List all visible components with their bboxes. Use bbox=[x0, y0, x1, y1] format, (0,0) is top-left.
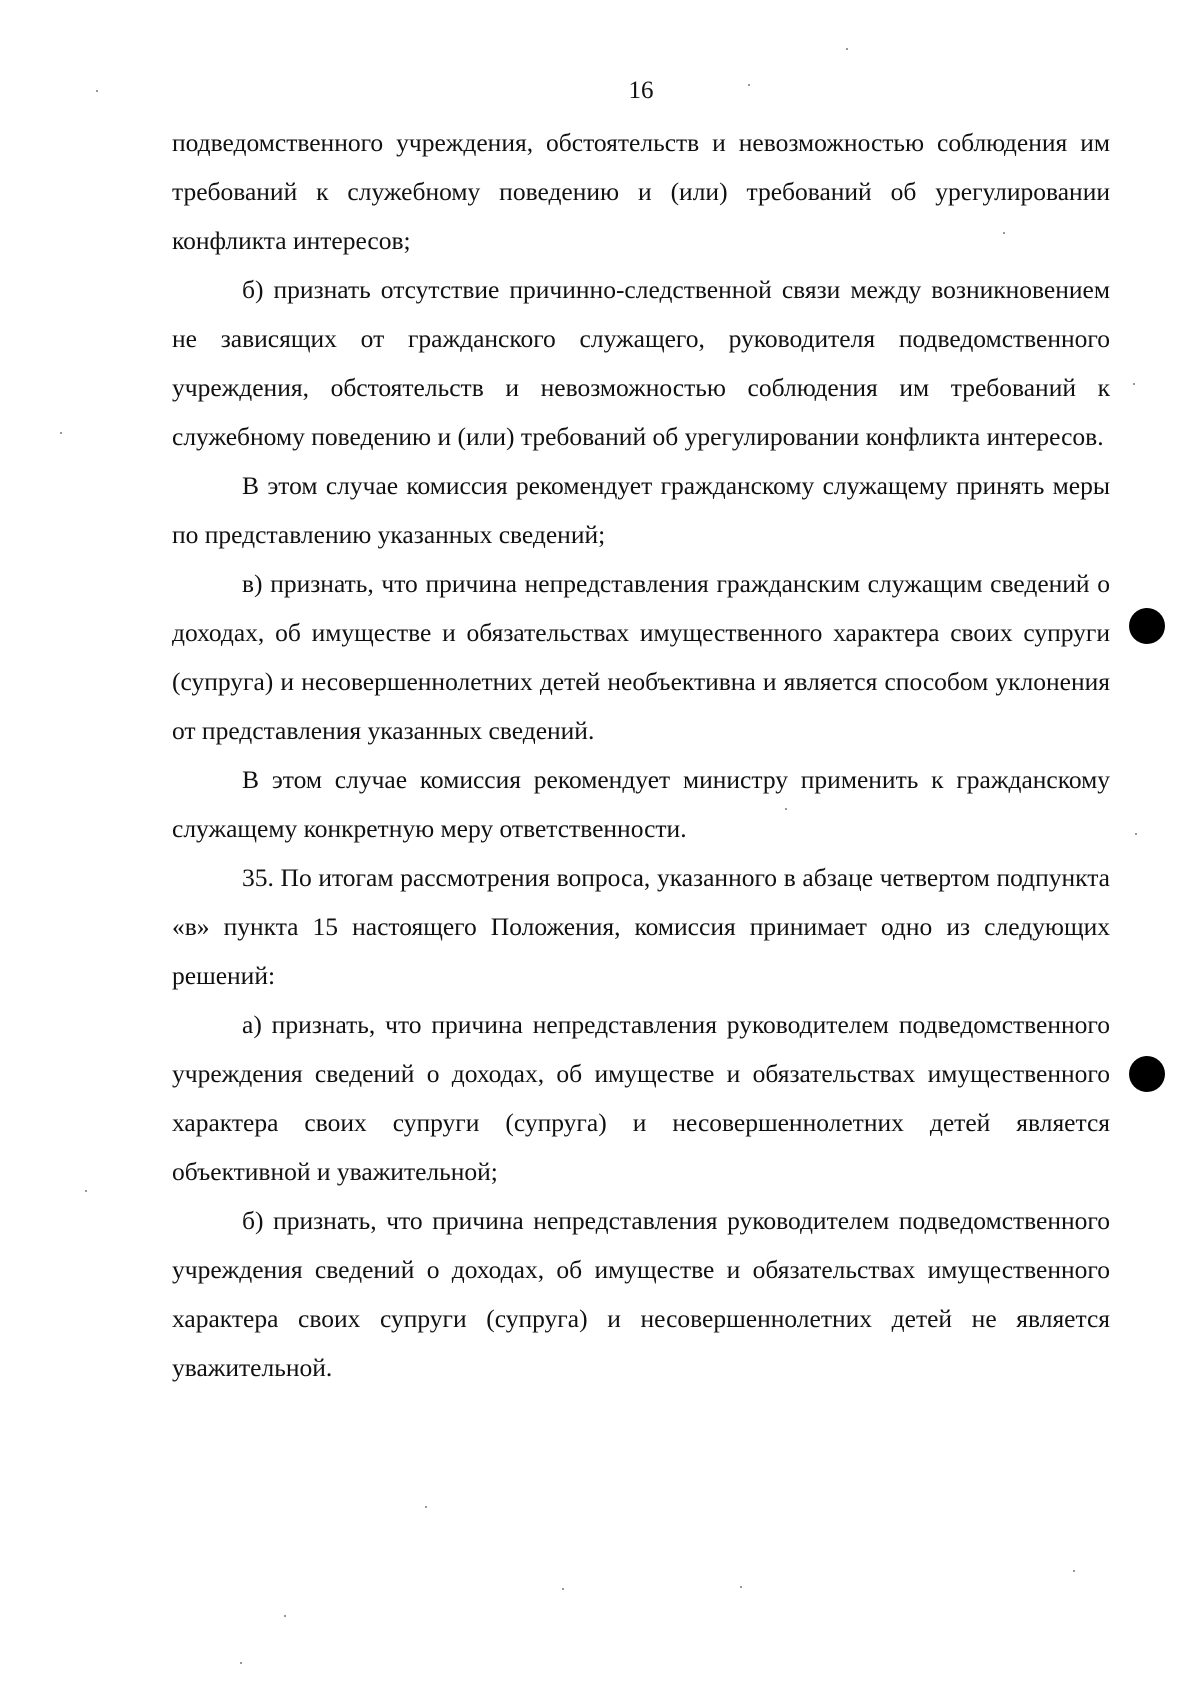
paragraph-item-v: в) признать, что причина непредставления гражданским служащим сведений о доходах, об имуществе и обязательствах имущественного характера своих супруги (супруга) и несовершеннолетних детей необъективна и является способом уклонения от представления указанных сведений. bbox=[172, 569, 1110, 745]
scan-speck bbox=[1073, 1570, 1075, 1572]
paragraph-item-b-second: б) признать, что причина непредставления руководителем подведомственного учреждения сведений о доходах, об имуществе и обязательствах имущественного характера своих супруги (супруга) и несовершеннолетних детей не является уважительной. bbox=[172, 1206, 1110, 1382]
scan-speck bbox=[240, 1662, 242, 1664]
scan-speck bbox=[85, 1190, 87, 1192]
scan-speck bbox=[785, 808, 787, 810]
scan-speck bbox=[425, 1506, 427, 1508]
page-number: 16 bbox=[628, 77, 654, 104]
punch-hole-lower bbox=[1129, 1056, 1165, 1092]
paragraph-item-a: а) признать, что причина непредставления руководителем подведомственного учреждения сведений о доходах, об имуществе и обязательствах имущественного характера своих супруги (супруга) и несовершеннолетних детей является объективной и уважительной; bbox=[172, 1010, 1110, 1186]
scan-speck bbox=[60, 432, 62, 434]
paragraph-recommendation-2: В этом случае комиссия рекомендует министру применить к гражданскому служащему конкретную меру ответственности. bbox=[172, 765, 1110, 843]
scan-speck bbox=[96, 90, 98, 92]
scan-speck bbox=[562, 1588, 564, 1590]
paragraph-continuation: подведомственного учреждения, обстоятельств и невозможностью соблюдения им требований к служебному поведению и (или) требований об урегулировании конфликта интересов; bbox=[172, 128, 1110, 255]
scan-speck bbox=[846, 48, 848, 50]
scan-speck bbox=[284, 1615, 286, 1617]
punch-hole-upper bbox=[1129, 608, 1165, 644]
paragraph-item-b: б) признать отсутствие причинно-следственной связи между возникновением не зависящих от гражданского служащего, руководителя подведомственного учреждения, обстоятельств и невозможностью соблюдения им требований к служебному поведению и (или) требований об урегулировании конфликта интересов. bbox=[172, 275, 1110, 451]
scan-speck bbox=[1003, 232, 1005, 234]
paragraph-recommendation-1: В этом случае комиссия рекомендует гражданскому служащему принять меры по представлению указанных сведений; bbox=[172, 471, 1110, 549]
scan-speck bbox=[740, 1586, 742, 1588]
paragraph-clause-35: 35. По итогам рассмотрения вопроса, указанного в абзаце четвертом подпункта «в» пункта 15 настоящего Положения, комиссия принимает одно из следующих решений: bbox=[172, 863, 1110, 990]
document-body bbox=[172, 118, 1110, 1392]
scan-speck bbox=[1135, 833, 1137, 835]
scan-speck bbox=[748, 84, 750, 86]
scan-speck bbox=[1133, 383, 1135, 385]
